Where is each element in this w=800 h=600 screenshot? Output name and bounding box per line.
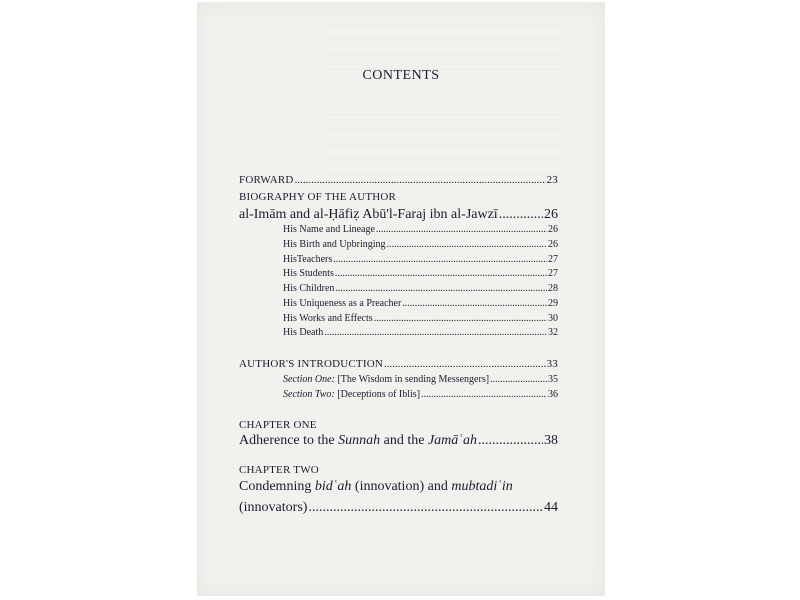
entry-page: 33 [546,358,558,370]
contents-heading: CONTENTS [362,68,440,83]
toc-entry-forward[interactable] [239,174,558,186]
leader-dots [308,500,543,516]
section-title: [Deceptions of Iblis] [337,389,421,400]
table-of-contents [197,2,605,596]
entry-page: 38 [544,433,558,448]
section-prefix: Section Two: [283,389,335,400]
toc-section-entry[interactable]: Section Two: [Deceptions of Iblis] ..... 36 [283,389,558,400]
toc-subentry[interactable]: His Works and Effects ..... 30 [283,313,558,324]
entry-label: al-Imām and al-Ḥāfiẓ Abū'l-Faraj ibn al-Jawzī [239,207,498,222]
leader-dots [499,207,543,223]
toc-subentry[interactable]: His Children ..... 28 [283,283,558,294]
toc-entry-chapter-two-line2[interactable] [239,500,558,516]
toc-entry-author[interactable] [239,207,558,223]
chapter-two-heading: CHAPTER TWO [239,464,319,476]
section-prefix: Section One: [283,374,335,385]
leader-dots [333,254,547,265]
leader-dots [374,313,547,324]
entry-label: FORWARD [239,174,294,186]
leader-dots [478,433,543,449]
leader-dots [387,239,548,250]
entry-label: Condemning bidʿah (innovation) and mubtadiʿin [239,479,513,494]
leader-dots [295,174,546,186]
entry-page: 26 [544,207,558,222]
leader-dots [490,374,547,385]
toc-entry-chapter-two-line1[interactable] [239,479,513,495]
toc-entry-chapter-one[interactable] [239,433,558,449]
entry-page: 44 [544,500,558,515]
section-title: [The Wisdom in sending Messengers] [337,374,490,385]
leader-dots [384,358,546,370]
entry-label: (innovators) [239,500,308,515]
biography-heading: BIOGRAPHY OF THE AUTHOR [239,191,397,203]
entry-label: Adherence to the Sunnah and the Jamāʿah [239,433,477,448]
toc-subentry[interactable]: His Name and Lineage ..... 26 [283,224,558,235]
toc-subentry[interactable]: His Uniqueness as a Preacher ..... 29 [283,298,558,309]
toc-subentry[interactable]: HisTeachers ..... 27 [283,254,558,265]
toc-subentry[interactable]: His Students ..... 27 [283,268,558,279]
leader-dots [421,389,547,400]
leader-dots [335,268,547,279]
toc-entry-introduction[interactable] [239,358,558,370]
entry-label: AUTHOR'S INTRODUCTION [239,358,383,370]
book-page [197,2,605,596]
chapter-one-heading: CHAPTER ONE [239,419,317,431]
leader-dots [324,327,547,338]
toc-section-entry[interactable]: Section One: [The Wisdom in sending Messengers] ..... 35 [283,374,558,385]
toc-subentry[interactable]: His Birth and Upbringing ..... 26 [283,239,558,250]
leader-dots [376,224,547,235]
toc-subentry[interactable]: His Death ..... 32 [283,327,558,338]
leader-dots [402,298,547,309]
leader-dots [335,283,547,294]
entry-page: 23 [546,174,558,186]
